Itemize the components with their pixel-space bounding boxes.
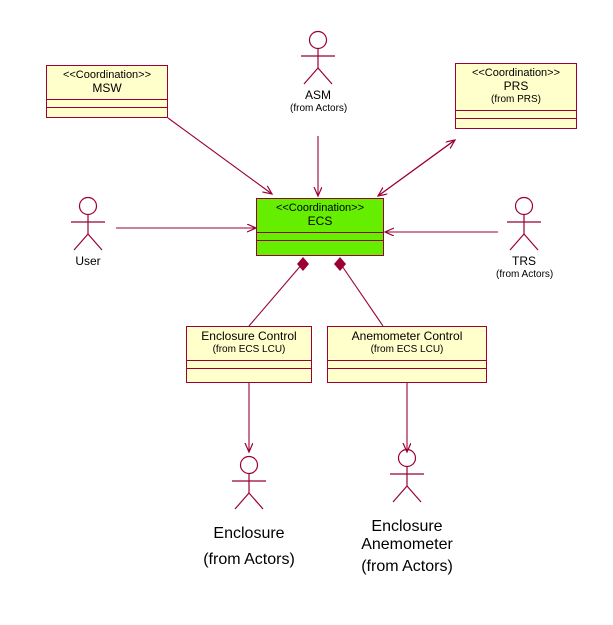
class-prs-attr-compartment — [456, 110, 576, 118]
actor-trs-label: TRS — [512, 254, 536, 268]
class-msw-name: MSW — [92, 81, 122, 95]
class-ecs[interactable] — [256, 198, 384, 256]
actor-enclosure-anemometer-from: (from Actors) — [361, 558, 453, 575]
actor-asm[interactable] — [290, 30, 346, 115]
class-msw[interactable] — [46, 65, 168, 118]
actor-user-label: User — [75, 254, 101, 268]
class-enclosure-control[interactable] — [186, 326, 312, 383]
class-enclosure-control-name-compartment — [187, 327, 311, 360]
actor-enclosure-icon — [221, 455, 277, 513]
actor-asm-from: (from Actors) — [290, 103, 348, 114]
class-prs-stereotype: <<Coordination>> — [471, 67, 561, 79]
actor-enclosure-anemometer[interactable] — [379, 448, 435, 506]
class-msw-stereotype: <<Coordination>> — [62, 69, 152, 81]
class-enclosure-control-op-compartment — [187, 368, 311, 376]
class-anemometer-control-from: (from ECS LCU) — [370, 344, 444, 355]
actor-enclosure-label: Enclosure — [213, 525, 285, 542]
class-ecs-stereotype: <<Coordination>> — [275, 202, 365, 214]
class-ecs-attr-compartment — [257, 232, 383, 240]
actor-enclosure-from: (from Actors) — [203, 551, 295, 568]
class-enclosure-control-from: (from ECS LCU) — [212, 344, 286, 355]
actor-enclosure-anemometer-icon — [379, 448, 435, 506]
class-anemometer-control-name-compartment — [328, 327, 486, 360]
actor-trs-icon — [496, 196, 552, 254]
class-msw-op-compartment — [47, 107, 167, 115]
class-prs[interactable] — [455, 63, 577, 129]
class-msw-name-compartment — [47, 66, 167, 99]
class-enclosure-control-attr-compartment — [187, 360, 311, 368]
class-ecs-name: ECS — [307, 214, 333, 228]
class-anemometer-control-op-compartment — [328, 368, 486, 376]
class-ecs-op-compartment — [257, 240, 383, 248]
class-prs-from: (from PRS) — [491, 94, 541, 105]
class-prs-name: PRS — [503, 79, 529, 93]
actor-enclosure-anemometer-text — [337, 518, 477, 576]
class-anemometer-control-name: Anemometer Control — [351, 329, 463, 343]
actor-trs-from: (from Actors) — [496, 269, 554, 280]
class-msw-attr-compartment — [47, 99, 167, 107]
actor-user-icon — [60, 196, 116, 254]
actor-asm-label: ASM — [304, 88, 331, 102]
actor-enclosure[interactable] — [221, 455, 277, 513]
actor-enclosure-anemometer-label-line2: Anemometer — [361, 536, 453, 553]
actor-enclosure-anemometer-label-line1: Enclosure — [371, 518, 443, 535]
actor-user[interactable] — [60, 196, 116, 268]
class-prs-op-compartment — [456, 118, 576, 126]
actor-trs[interactable] — [496, 196, 552, 281]
class-anemometer-control[interactable] — [327, 326, 487, 383]
class-enclosure-control-name: Enclosure Control — [201, 329, 297, 343]
class-prs-name-compartment — [456, 64, 576, 110]
class-ecs-name-compartment — [257, 199, 383, 232]
class-anemometer-control-attr-compartment — [328, 360, 486, 368]
actor-asm-icon — [290, 30, 346, 88]
actor-enclosure-text — [179, 525, 319, 569]
